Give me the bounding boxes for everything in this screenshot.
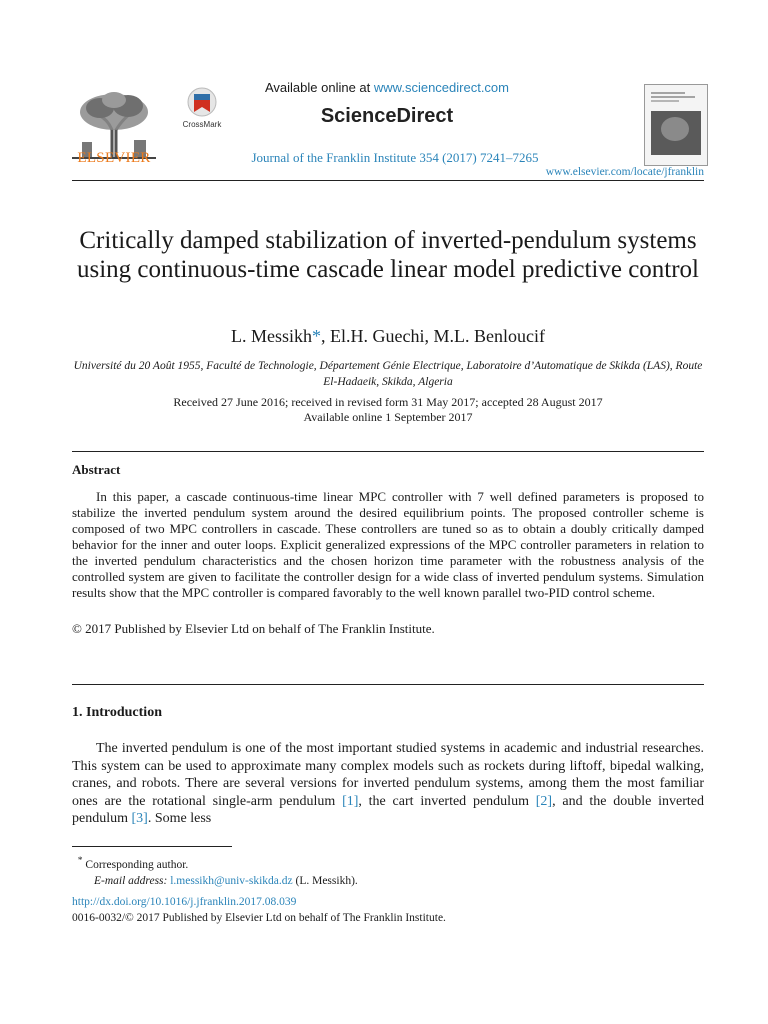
sciencedirect-link[interactable]: www.sciencedirect.com (373, 80, 509, 95)
abstract-copyright: © 2017 Published by Elsevier Ltd on behalf of The Franklin Institute. (72, 621, 435, 636)
intro-text-d: . Some less (147, 811, 212, 826)
section-heading-introduction: 1. Introduction (72, 705, 162, 720)
dates-received: Received 27 June 2016; received in revised form 31 May 2017; accepted 28 August 2017 (173, 395, 603, 409)
citation-ref-2[interactable]: [2] (535, 793, 553, 809)
dates-available: Available online 1 September 2017 (303, 410, 473, 424)
abstract-body (72, 489, 704, 601)
abstract-text: In this paper, a cascade continuous-time linear MPC controller with 7 well defined parameters is proposed to stabilize the inverted pendulum system around the desired equilibrium points. The proposed controller scheme is composed of two MPC controllers in cascade. These controllers are tuned so as to obtain a doubly critically damped behavior for the inner and outer loops. Explicit generalized expressions of the MPC controller parameters in relation to the inverted pendulum characteristics and the chosen horizon time parameter with the robustness analysis of the controlled system are given to facilitate the controller design for a wide class of inverted pendulum systems. Simulation results show that the MPC controller is compared favorably to the well known parallel two-PID control scheme. (72, 489, 704, 600)
footnote-corresponding (72, 853, 704, 873)
available-online (232, 80, 542, 95)
footnote-divider (72, 846, 232, 847)
authors-rest: , El.H. Guechi, M.L. Benloucif (321, 326, 545, 346)
footnote-label: Corresponding author. (85, 858, 189, 871)
email-link[interactable]: l.messikh@univ-skikda.dz (170, 874, 293, 887)
intro-text-c: , and the double inverted pendulum (72, 793, 704, 826)
available-online-prefix: Available online at (264, 80, 374, 95)
journal-cover-art (645, 85, 707, 165)
corresponding-author-mark[interactable]: * (312, 326, 322, 346)
intro-text-a: The inverted pendulum is one of the most important studied systems in academic and industrial researches. This system can be used to approximate many complex models such as rockets during liftoff, bipedal walking, cranes, and robots. There are several versions for inverted pendulum systems, among them the most familiar ones are the rotational single-arm pendulum (72, 741, 704, 809)
doi-line (72, 894, 704, 910)
email-owner: (L. Messikh). (295, 874, 358, 887)
authors (72, 326, 704, 347)
journal-url[interactable] (480, 166, 704, 178)
crossmark-label: CrossMark (182, 120, 222, 129)
intro-divider (72, 684, 704, 685)
footnote-mark: * (77, 855, 83, 866)
introduction-paragraph (72, 740, 704, 828)
journal-cover-image (644, 84, 708, 166)
journal-url-link[interactable]: www.elsevier.com/locate/jfranklin (545, 166, 704, 178)
email-label: E-mail address: (94, 874, 168, 887)
author-1: L. Messikh (231, 326, 313, 346)
doi-block (72, 894, 704, 926)
affiliation: Université du 20 Août 1955, Faculté de Technologie, Département Génie Electrique, Laboratoire d’Automatique de Skikda (LAS), Route El-Hadaeik, Skikda, Algeria (73, 360, 703, 388)
doi-link[interactable]: http://dx.doi.org/10.1016/j.jfranklin.2017.08.039 (72, 896, 297, 908)
issn-line: 0016-0032/© 2017 Published by Elsevier Ltd on behalf of The Franklin Institute. (72, 912, 446, 924)
intro-text-b: , the cart inverted pendulum (358, 793, 536, 809)
header-divider (72, 180, 704, 181)
abstract-divider (72, 451, 704, 452)
journal-reference[interactable]: Journal of the Franklin Institute 354 (2017) 7241–7265 (251, 150, 539, 165)
article-dates (72, 395, 704, 425)
introduction-body (72, 740, 704, 828)
footnote-email (72, 873, 704, 889)
sciencedirect-wordmark: ScienceDirect (320, 105, 454, 127)
footnote (72, 853, 704, 889)
citation-ref-3[interactable]: [3] (131, 811, 148, 826)
abstract-heading: Abstract (72, 462, 121, 477)
citation-ref-1[interactable]: [1] (342, 793, 359, 809)
article-title: Critically damped stabilization of inverted-pendulum systems using continuous-time cascade linear model predictive control (76, 227, 700, 283)
elsevier-wordmark: ELSEVIER (77, 150, 151, 166)
